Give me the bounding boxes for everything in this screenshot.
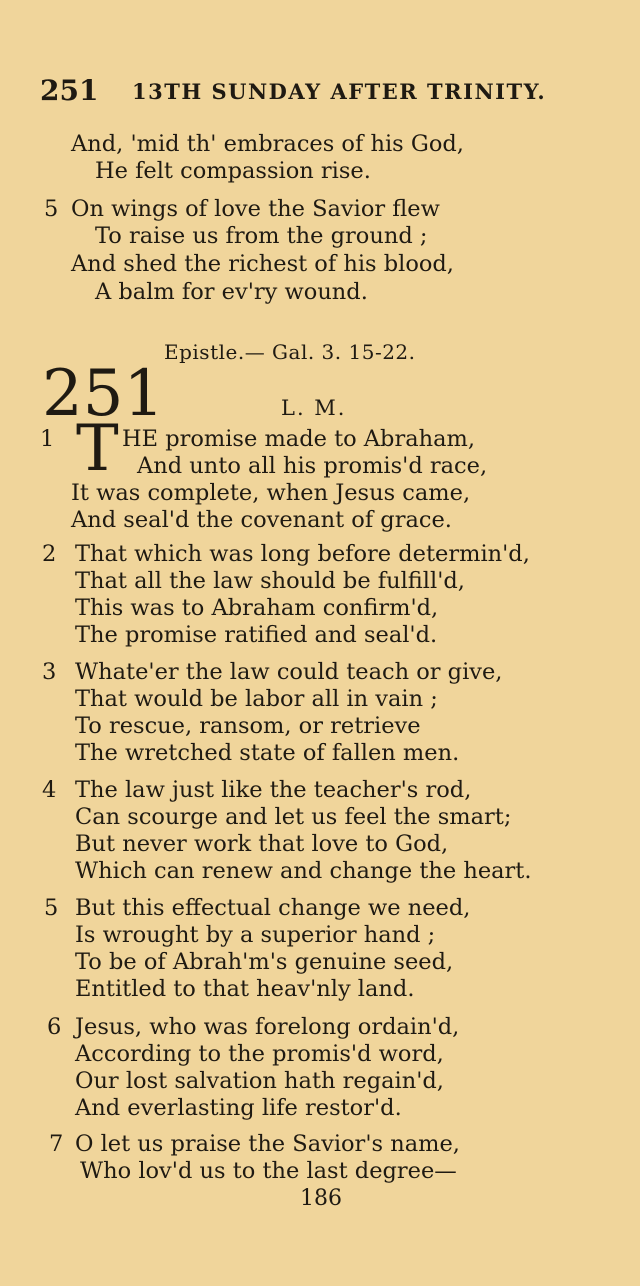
verse-line: O let us praise the Savior's name, <box>75 1131 460 1157</box>
drop-cap: T <box>76 412 119 486</box>
hymn-meter: L. M. <box>281 396 347 420</box>
verse-line: That would be labor all in vain ; <box>75 686 438 712</box>
verse-line: Jesus, who was forelong ordain'd, <box>75 1014 460 1040</box>
verse-number: 4 <box>42 777 57 803</box>
verse-number: 1 <box>40 426 55 452</box>
header-title: 13TH SUNDAY AFTER TRINITY. <box>132 79 547 104</box>
verse-line: A balm for ev'ry wound. <box>95 279 368 305</box>
verse-line: The wretched state of fallen men. <box>75 740 460 766</box>
verse-number: 6 <box>47 1014 62 1040</box>
header-page-number: 251 <box>40 74 99 107</box>
verse-line: Entitled to that heav'nly land. <box>75 976 415 1002</box>
verse-line: He felt compassion rise. <box>95 158 371 184</box>
verse-line: And unto all his promis'd race, <box>137 453 488 479</box>
verse-line: And shed the richest of his blood, <box>71 251 454 277</box>
occasion-heading: Epistle.— Gal. 3. 15-22. <box>164 340 416 364</box>
running-header <box>40 74 560 108</box>
verse-line: But this effectual change we need, <box>75 895 471 921</box>
verse-line: To be of Abrah'm's genuine seed, <box>75 949 454 975</box>
verse-line: HE promise made to Abraham, <box>122 426 476 452</box>
page-footer-number: 186 <box>300 1186 342 1211</box>
verse-line: Who lov'd us to the last degree— <box>80 1158 457 1184</box>
verse-line: But never work that love to God, <box>75 831 449 857</box>
verse-line: And everlasting life restor'd. <box>75 1095 402 1121</box>
verse-line: To rescue, ransom, or retrieve <box>75 713 421 739</box>
verse-line: That all the law should be fulfill'd, <box>75 568 465 594</box>
hymn-number: 251 <box>42 357 165 431</box>
verse-line: The promise ratified and seal'd. <box>75 622 438 648</box>
verse-number: 5 <box>44 196 59 222</box>
verse-number: 3 <box>42 659 57 685</box>
verse-line: To raise us from the ground ; <box>95 223 428 249</box>
verse-number: 7 <box>49 1131 64 1157</box>
verse-line: And seal'd the covenant of grace. <box>71 507 452 533</box>
verse-line: This was to Abraham confirm'd, <box>75 595 439 621</box>
verse-number: 5 <box>44 895 59 921</box>
verse-line: It was complete, when Jesus came, <box>71 480 471 506</box>
verse-line: Can scourge and let us feel the smart; <box>75 804 512 830</box>
verse-line: According to the promis'd word, <box>75 1041 444 1067</box>
verse-line: On wings of love the Savior flew <box>71 196 440 222</box>
verse-line: Our lost salvation hath regain'd, <box>75 1068 444 1094</box>
verse-number: 2 <box>42 541 57 567</box>
verse-line: The law just like the teacher's rod, <box>75 777 472 803</box>
verse-line: Whate'er the law could teach or give, <box>75 659 503 685</box>
verse-line: And, 'mid th' embraces of his God, <box>71 131 464 157</box>
verse-line: Is wrought by a superior hand ; <box>75 922 436 948</box>
verse-line: Which can renew and change the heart. <box>75 858 532 884</box>
verse-line: That which was long before determin'd, <box>75 541 530 567</box>
